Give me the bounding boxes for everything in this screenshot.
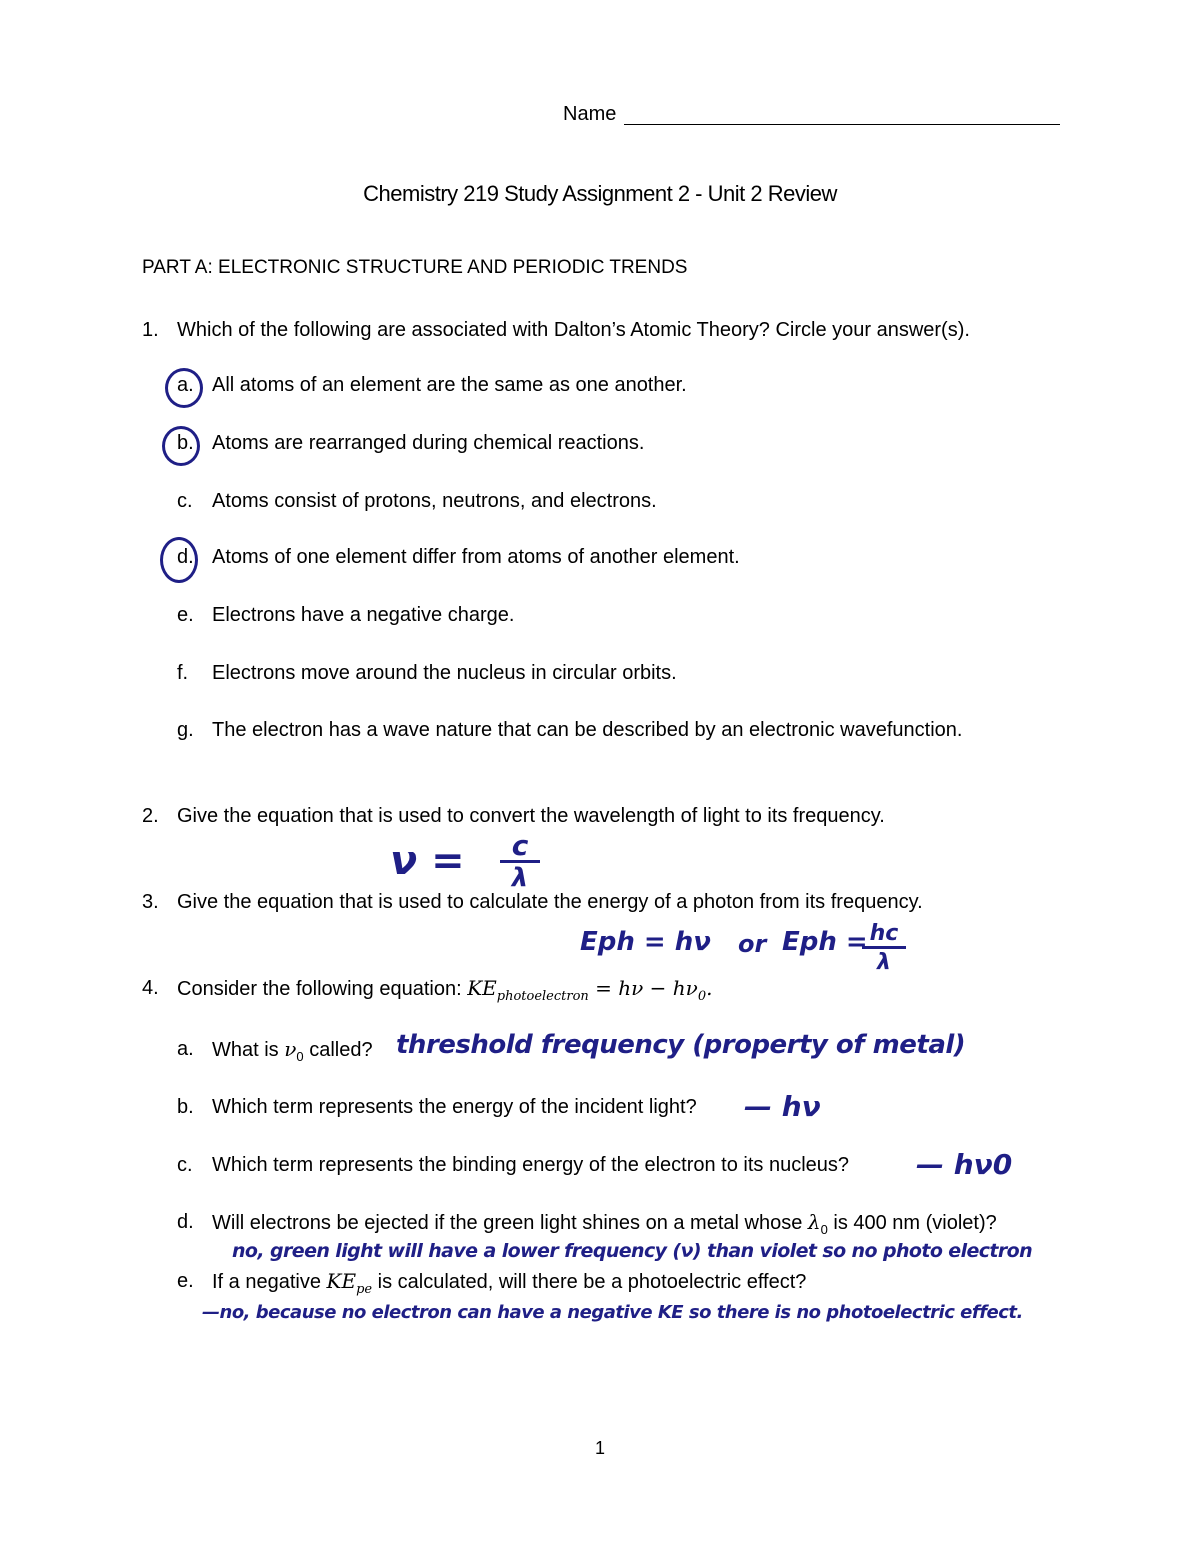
- name-label: Name: [563, 103, 617, 125]
- answer-circle-mark: [165, 368, 203, 408]
- handwritten-answer-denominator: λ: [877, 950, 891, 975]
- option-text: Electrons move around the nucleus in circular orbits.: [212, 662, 677, 684]
- option-text: Atoms consist of protons, neutrons, and electrons.: [212, 490, 657, 512]
- question-number: 1.: [142, 319, 159, 341]
- part-question: [212, 1037, 373, 1069]
- part-question-text: What is: [212, 1039, 279, 1061]
- question-text: Which of the following are associated with Dalton’s Atomic Theory? Circle your answer(s).: [177, 319, 970, 341]
- equation-end: .: [706, 976, 713, 1000]
- option-letter[interactable]: b.: [177, 432, 194, 454]
- equation-sub: photoelectron: [496, 989, 589, 1004]
- answer-circle-mark: [162, 426, 200, 466]
- symbol-sub: 0: [296, 1049, 304, 1064]
- option-letter[interactable]: d.: [177, 546, 194, 568]
- handwritten-answer: Eph = hν: [580, 927, 711, 957]
- part-question-text: is calculated, will there be a photoelectric effect?: [377, 1271, 807, 1293]
- part-question-text: If a negative: [212, 1271, 321, 1293]
- question-text: Give the equation that is used to calculate the energy of a photon from its frequency.: [177, 891, 923, 913]
- part-question: [212, 1269, 806, 1302]
- handwritten-answer: Eph =: [782, 927, 868, 957]
- option-letter[interactable]: f.: [177, 662, 189, 684]
- option-text: Atoms of one element differ from atoms of another element.: [212, 546, 740, 568]
- part-question-text: is 400 nm (violet)?: [833, 1212, 997, 1234]
- handwritten-answer: threshold frequency (property of metal): [396, 1030, 966, 1060]
- symbol-sub: pe: [356, 1282, 373, 1297]
- equation-ke: KE: [467, 976, 497, 1000]
- option-text: The electron has a wave nature that can be described by an electronic wavefunction.: [212, 719, 963, 741]
- name-field[interactable]: [624, 102, 1060, 125]
- equation-sub0: 0: [697, 989, 707, 1004]
- page-title: Chemistry 219 Study Assignment 2 - Unit 2 Review: [363, 181, 837, 206]
- handwritten-answer: — hν: [744, 1090, 821, 1123]
- symbol-sub: 0: [820, 1222, 828, 1237]
- handwritten-answer-numerator: c: [500, 832, 540, 863]
- option-letter[interactable]: g.: [177, 719, 194, 741]
- part-letter: e.: [177, 1270, 194, 1292]
- option-text: Atoms are rearranged during chemical reactions.: [212, 432, 645, 454]
- part-question: Which term represents the energy of the incident light?: [212, 1096, 697, 1118]
- handwritten-answer: no, green light will have a lower frequency (ν) than violet so no photo electron: [232, 1240, 1033, 1262]
- symbol-lambda: λ: [807, 1210, 821, 1234]
- part-letter: b.: [177, 1096, 194, 1118]
- question-text: Consider the following equation:: [177, 978, 462, 1000]
- question-text: Give the equation that is used to convert the wavelength of light to its frequency.: [177, 805, 885, 827]
- handwritten-answer: —no, because no electron can have a negative KE so there is no photoelectric effect.: [202, 1302, 1023, 1323]
- option-letter[interactable]: e.: [177, 604, 194, 626]
- part-question: [212, 1210, 997, 1242]
- question-number: 3.: [142, 891, 159, 913]
- handwritten-answer-or: or: [738, 930, 767, 958]
- option-text: Electrons have a negative charge.: [212, 604, 515, 626]
- symbol-ke: KE: [326, 1269, 357, 1293]
- equation-rhs: = hν − hν: [588, 976, 698, 1000]
- option-letter[interactable]: a.: [177, 374, 194, 396]
- option-text: All atoms of an element are the same as one another.: [212, 374, 687, 396]
- part-letter: a.: [177, 1038, 194, 1060]
- equation: [467, 976, 713, 1004]
- section-heading: PART A: ELECTRONIC STRUCTURE AND PERIODIC TRENDS: [142, 257, 688, 278]
- symbol-nu: ν: [284, 1037, 297, 1061]
- answer-circle-mark: [160, 537, 198, 583]
- question-number: 2.: [142, 805, 159, 827]
- part-question: Which term represents the binding energy of the electron to its nucleus?: [212, 1154, 850, 1176]
- part-letter: c.: [177, 1154, 193, 1176]
- part-letter: d.: [177, 1211, 194, 1233]
- page-number: 1: [594, 1438, 605, 1458]
- question-text-prefix: [177, 976, 712, 1009]
- handwritten-answer-numerator: hc: [862, 922, 906, 949]
- part-question-text: called?: [309, 1039, 373, 1061]
- handwritten-answer-denominator: λ: [511, 863, 529, 893]
- part-question-text: Will electrons be ejected if the green light shines on a metal whose: [212, 1212, 803, 1234]
- option-letter[interactable]: c.: [177, 490, 193, 512]
- question-number: 4.: [142, 977, 159, 999]
- handwritten-answer-lhs: ν =: [390, 838, 465, 884]
- handwritten-answer: — hν0: [916, 1148, 1013, 1181]
